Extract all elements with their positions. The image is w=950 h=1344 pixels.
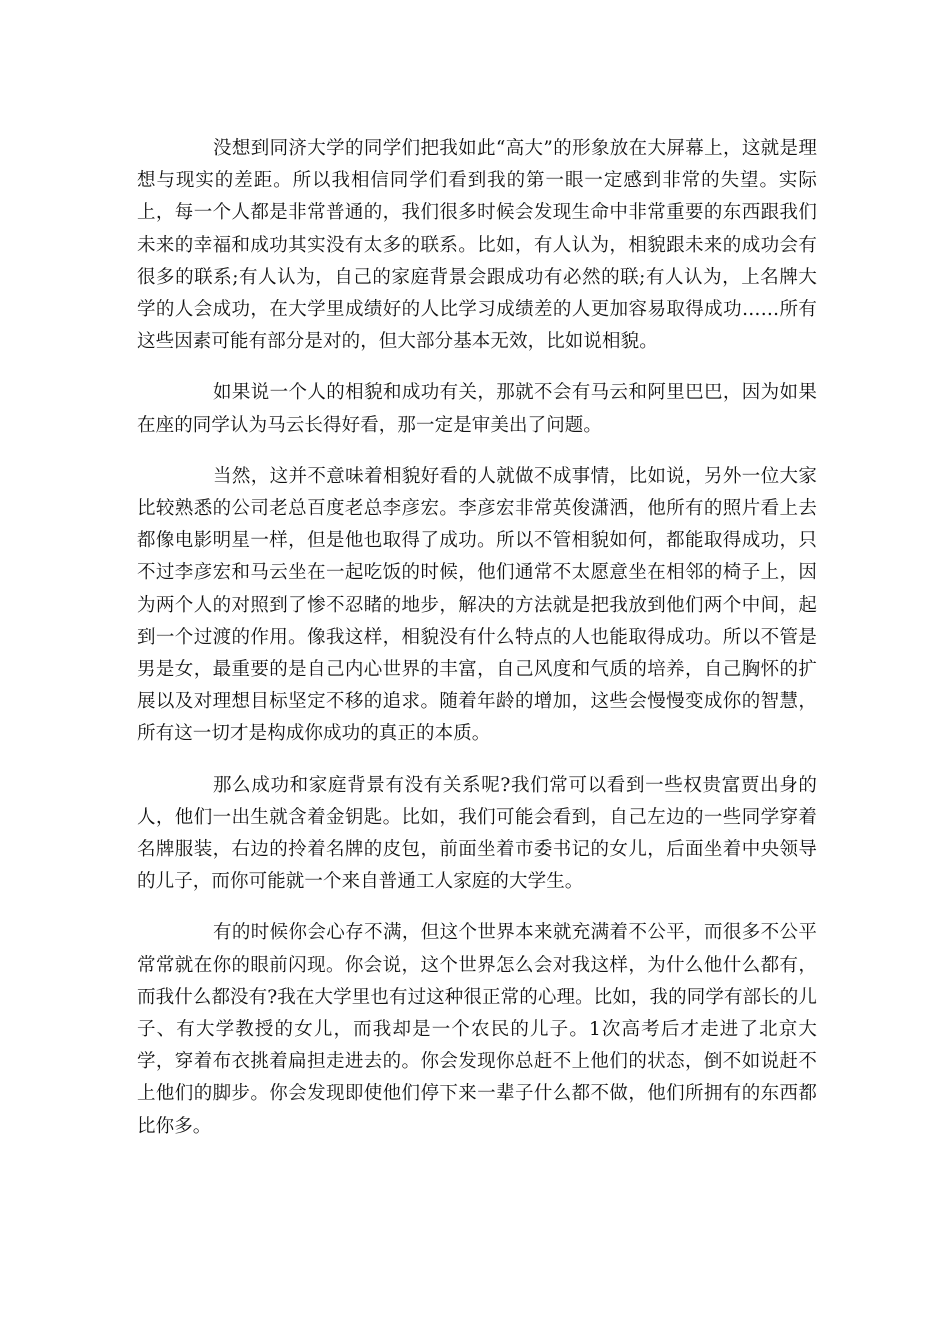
paragraph-1: 没想到同济大学的同学们把我如此“高大”的形象放在大屏幕上，这就是理想与现实的差距。所以我相信同学们看到我的第一眼一定感到非常的失望。实际上，每一个人都是非常普通的，我们很多时候会发现生命中非常重要的东西跟我们未来的幸福和成功其实没有太多的联系。比如，有人认为，相貌跟未来的成功会有很多的联系;有人认为，自己的家庭背景会跟成功有必然的联;有人认为，上名牌大学的人会成功，在大学里成绩好的人比学习成绩差的人更加容易取得成功……所有这些因素可能有部分是对的，但大部分基本无效，比如说相貌。 (137, 138, 817, 353)
paragraph-3: 当然，这并不意味着相貌好看的人就做不成事情，比如说，另外一位大家比较熟悉的公司老总百度老总李彦宏。李彦宏非常英俊潇洒，他所有的照片看上去都像电影明星一样，但是他也取得了成功。所以不管相貌如何，都能取得成功，只不过李彦宏和马云坐在一起吃饭的时候，他们通常不太愿意坐在相邻的椅子上，因为两个人的对照到了惨不忍睹的地步，解决的方法就是把我放到他们两个中间，起到一个过渡的作用。像我这样，相貌没有什么特点的人也能取得成功。所以不管是男是女，最重要的是自己内心世界的丰富，自己风度和气质的培养，自己胸怀的扩展以及对理想目标坚定不移的追求。随着年龄的增加，这些会慢慢变成你的智慧，所有这一切才是构成你成功的真正的本质。 (137, 465, 817, 745)
paragraph-2: 如果说一个人的相貌和成功有关，那就不会有马云和阿里巴巴，因为如果在座的同学认为马云长得好看，那一定是审美出了问题。 (137, 382, 817, 436)
paragraph-5: 有的时候你会心存不满，但这个世界本来就充满着不公平，而很多不公平常常就在你的眼前闪现。你会说，这个世界怎么会对我这样，为什么他什么都有，而我什么都没有?我在大学里也有过这种很正常的心理。比如，我的同学有部长的儿子、有大学教授的女儿，而我却是一个农民的儿子。1次高考后才走进了北京大学，穿着布衣挑着扁担走进去的。你会发现你总赶不上他们的状态，倒不如说赶不上他们的脚步。你会发现即使他们停下来一辈子什么都不做，他们所拥有的东西都比你多。 (137, 922, 817, 1137)
paragraph-4: 那么成功和家庭背景有没有关系呢?我们常可以看到一些权贵富贾出身的人，他们一出生就含着金钥匙。比如，我们可能会看到，自己左边的一些同学穿着名牌服装，右边的拎着名牌的皮包，前面坐着市委书记的女儿，后面坐着中央领导的儿子，而你可能就一个来自普通工人家庭的大学生。 (137, 774, 817, 893)
document-body (137, 133, 817, 1143)
